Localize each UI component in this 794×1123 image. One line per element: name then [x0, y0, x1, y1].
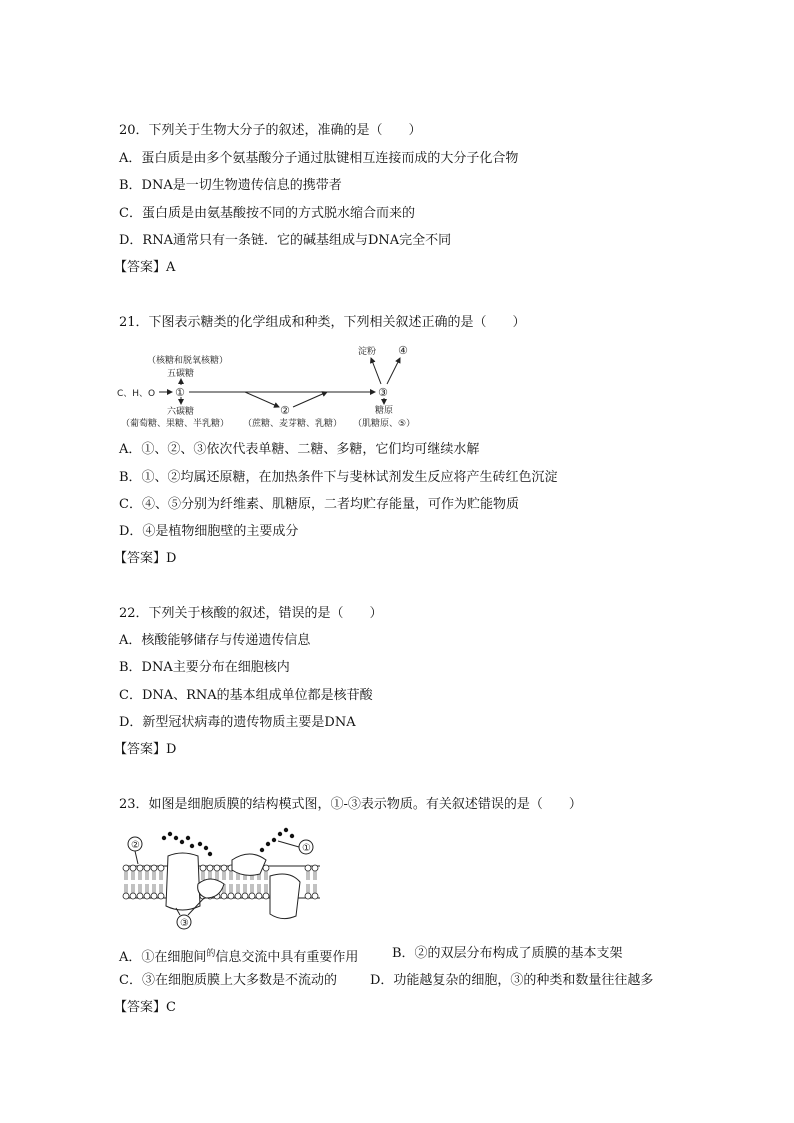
arrow-3-to-4: [387, 358, 400, 384]
q23-answer: [114, 999, 176, 1017]
q21-stem: 21．下图表示糖类的化学组成和种类，下列相关叙述正确的是（ ）: [119, 315, 526, 330]
phospholipid-head: [144, 893, 150, 899]
answer-value: D: [166, 551, 177, 566]
arrow-2-to-main: [293, 392, 327, 407]
q20-stem: 20．下列关于生物大分子的叙述，准确的是（ ）: [119, 123, 422, 138]
label-glycogen-types: （肌糖原、⑤）: [353, 419, 416, 429]
q22-stem: 22．下列关于核酸的叙述，错误的是（ ）: [119, 606, 383, 621]
q21-option-d: D．④是植物细胞壁的主要成分: [119, 524, 299, 539]
phospholipid-head: [256, 893, 262, 899]
label-pentose-types: （核糖和脱氧核糖）: [147, 356, 229, 366]
phospholipid-tail: [265, 871, 267, 893]
label-hexose-types: （葡萄糖、果糖、半乳糖）: [121, 419, 230, 429]
node-2: ②: [280, 404, 290, 417]
phospholipid-head: [312, 893, 318, 899]
phospholipid-head: [123, 865, 129, 871]
q23-option-a-text-2: 信息交流中具有重要作用: [215, 950, 359, 965]
phospholipid-head: [221, 893, 227, 899]
phospholipid-tail: [307, 871, 309, 893]
phospholipid-head: [130, 893, 136, 899]
answer-value: A: [166, 260, 176, 275]
q20-option-a: A．蛋白质是由多个氨基酸分子通过肽键相互连接而成的大分子化合物: [119, 151, 519, 166]
transmembrane-protein-left: [166, 853, 200, 910]
q22-option-a: A．核酸能够储存与传递遗传信息: [119, 633, 311, 648]
q23-option-d: D．功能越复杂的细胞，③的种类和数量往往越多: [370, 973, 654, 988]
phospholipid-head: [221, 865, 227, 871]
phospholipid-head: [305, 865, 311, 871]
phospholipid-head: [151, 865, 157, 871]
q23-option-c: C．③在细胞质膜上大多数是不流动的: [119, 973, 337, 988]
phospholipid-head: [151, 893, 157, 899]
phospholipid-head: [235, 893, 241, 899]
q20-option-b: B．DNA是一切生物遗传信息的携带者: [119, 178, 342, 193]
answer-tag: 【答案】: [114, 1000, 167, 1015]
answer-tag: 【答案】: [114, 551, 167, 566]
phospholipid-tail: [139, 871, 141, 893]
transmembrane-protein-right: [270, 874, 300, 919]
phospholipid-head: [214, 865, 220, 871]
arrow-3-to-starch: [371, 358, 381, 384]
phospholipid-head: [228, 893, 234, 899]
phospholipid-head: [207, 865, 213, 871]
arrow-to-2: [245, 392, 279, 407]
phospholipid-tail: [230, 871, 232, 893]
label-1: ①: [302, 843, 311, 854]
phospholipid-head: [158, 893, 164, 899]
node-3: ③: [378, 386, 388, 399]
phospholipid-tail: [153, 871, 155, 893]
q23-option-a-text: A．①在细胞间: [119, 950, 207, 965]
phospholipid-head: [305, 893, 311, 899]
answer-value: C: [166, 1000, 176, 1015]
label-chno: C、H、O: [117, 389, 156, 399]
node-4: ④: [398, 344, 408, 357]
q23-option-b: B．②的双层分布构成了质膜的基本支架: [392, 946, 623, 961]
phospholipid-tail: [160, 871, 162, 893]
q23-stem: 23．如图是细胞质膜的结构模式图，①-③表示物质。有关叙述错误的是（ ）: [119, 797, 582, 812]
phospholipid-head: [249, 893, 255, 899]
q21-option-c: C．④、⑤分别为纤维素、肌糖原，二者均贮存能量，可作为贮能物质: [119, 497, 519, 512]
phospholipid-head: [144, 865, 150, 871]
phospholipid-tail: [125, 871, 127, 893]
answer-tag: 【答案】: [114, 742, 167, 757]
phospholipid-head: [200, 865, 206, 871]
q23-option-a-sup: 的: [206, 949, 216, 959]
q23-option-a: [119, 945, 358, 967]
label-disaccharide-types: （蔗糖、麦芽糖、乳糖）: [243, 419, 343, 429]
q20-option-d: D．RNA通常只有一条链．它的碱基组成与DNA完全不同: [119, 233, 452, 248]
q22-option-b: B．DNA主要分布在细胞核内: [119, 660, 290, 675]
sugar-classification-diagram: [115, 341, 435, 433]
phospholipid-head: [158, 865, 164, 871]
phospholipid-head: [123, 893, 129, 899]
phospholipid-head: [137, 865, 143, 871]
phospholipid-tail: [314, 871, 316, 893]
q22-answer: [114, 741, 176, 759]
q20-option-c: C．蛋白质是由氨基酸按不同的方式脱水缩合而来的: [119, 206, 415, 221]
label-glycogen: 糖原: [375, 406, 394, 416]
q21-option-a: A．①、②、③依次代表单糖、二糖、多糖，它们均可继续水解: [119, 442, 480, 457]
phospholipid-tail: [146, 871, 148, 893]
phospholipid-tail: [223, 871, 225, 893]
q20-answer: [114, 259, 175, 277]
label-starch: 淀粉: [358, 347, 377, 357]
node-1: ①: [175, 386, 185, 399]
q21-option-b: B．①、②均属还原糖，在加热条件下与斐林试剂发生反应将产生砖红色沉淀: [119, 470, 558, 485]
answer-tag: 【答案】: [114, 260, 167, 275]
surface-protein: [232, 854, 266, 875]
q22-option-d: D．新型冠状病毒的遗传物质主要是DNA: [119, 715, 356, 730]
label-pentose: 五碳糖: [167, 369, 195, 379]
q22-option-c: C．DNA、RNA的基本组成单位都是核苷酸: [119, 688, 373, 703]
label-2: ②: [131, 840, 140, 851]
glycocalyx-chains: [162, 828, 294, 856]
answer-value: D: [166, 742, 177, 757]
phospholipid-head: [312, 865, 318, 871]
phospholipid-head: [137, 893, 143, 899]
phospholipid-head: [242, 893, 248, 899]
cell-membrane-diagram: [120, 826, 330, 930]
q21-answer: [114, 550, 176, 568]
pointer-1: [278, 841, 299, 847]
phospholipid-tail: [237, 871, 239, 893]
label-3: ③: [180, 918, 189, 929]
phospholipid-head: [130, 865, 136, 871]
phospholipid-head: [263, 893, 269, 899]
pointer-2: [135, 851, 138, 864]
label-hexose: 六碳糖: [167, 407, 195, 417]
phospholipid-tail: [132, 871, 134, 893]
